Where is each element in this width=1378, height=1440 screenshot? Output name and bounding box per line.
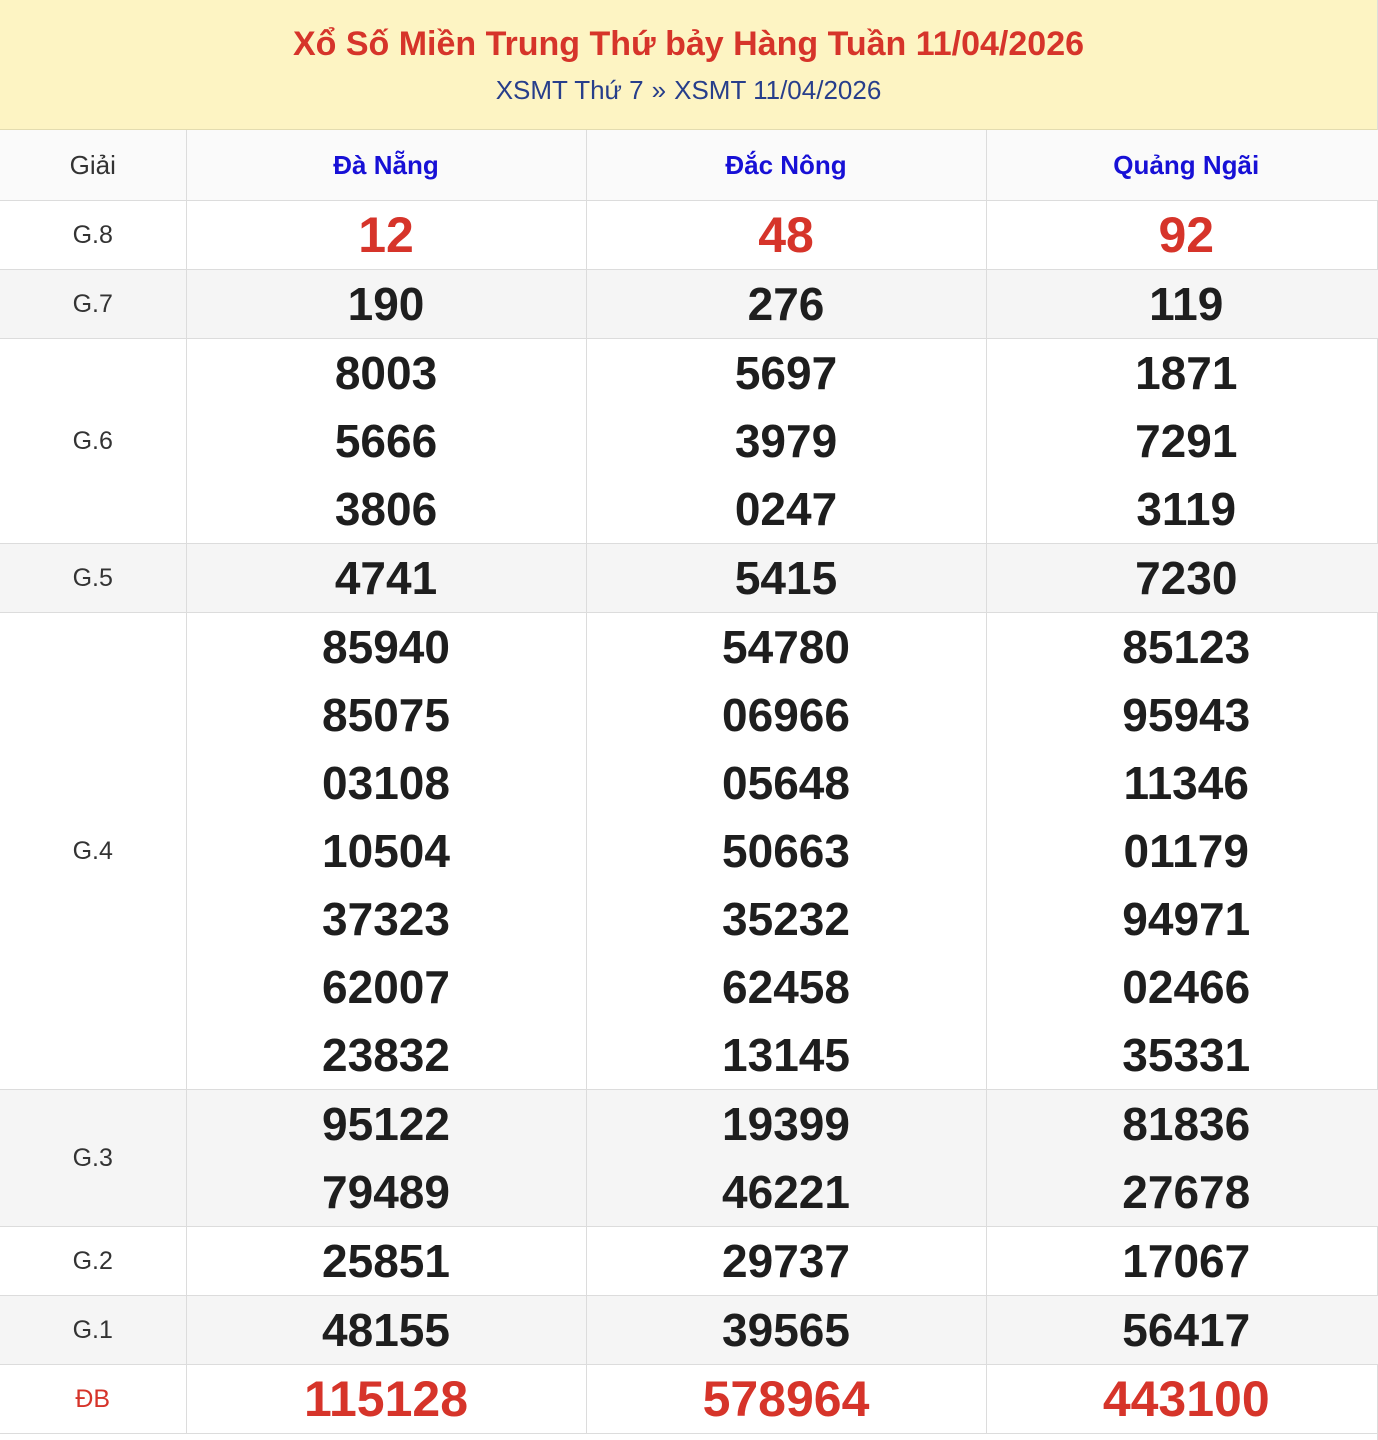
prize-row-g5 — [0, 544, 1378, 613]
lottery-number: 3119 — [1136, 483, 1237, 535]
result-cell — [586, 613, 986, 1090]
lottery-number: 276 — [747, 278, 825, 330]
lottery-number: 5415 — [734, 552, 838, 604]
result-cell — [186, 1296, 586, 1365]
lottery-number: 578964 — [702, 1371, 870, 1427]
lottery-number: 8003 — [334, 347, 438, 399]
lottery-number: 95122 — [322, 1098, 450, 1150]
lottery-number: 50663 — [722, 825, 850, 877]
breadcrumb-separator: » — [651, 75, 667, 105]
lottery-number: 12 — [358, 207, 414, 263]
result-cell — [986, 544, 1378, 613]
lottery-number: 27678 — [1122, 1166, 1251, 1218]
prize-label: G.2 — [0, 1227, 186, 1296]
lottery-number: 29737 — [722, 1235, 850, 1287]
lottery-number: 39565 — [722, 1304, 850, 1356]
lottery-number: 13145 — [722, 1029, 850, 1081]
breadcrumb-link-date[interactable]: XSMT 11/04/2026 — [674, 75, 882, 105]
lottery-number: 25851 — [322, 1235, 450, 1287]
lottery-number: 79489 — [322, 1166, 450, 1218]
header-prize: Giải — [0, 130, 186, 201]
result-cell — [586, 339, 986, 544]
lottery-number: 56417 — [1122, 1304, 1251, 1356]
table-header-row — [0, 130, 1378, 201]
breadcrumb — [0, 74, 1377, 106]
result-cell — [986, 1090, 1378, 1227]
lottery-number: 85940 — [322, 621, 450, 673]
lottery-number: 48 — [758, 207, 814, 263]
lottery-number: 7291 — [1135, 415, 1238, 467]
prize-row-g1 — [0, 1296, 1378, 1365]
prize-label: G.8 — [0, 201, 186, 270]
lottery-number: 85075 — [322, 689, 450, 741]
lottery-number: 02466 — [1122, 961, 1251, 1013]
result-cell — [586, 201, 986, 270]
lottery-number: 119 — [1149, 278, 1224, 330]
prize-row-g7 — [0, 270, 1378, 339]
lottery-number: 03108 — [322, 757, 450, 809]
lottery-number: 37323 — [322, 893, 450, 945]
lottery-number: 4741 — [334, 552, 438, 604]
result-cell — [186, 270, 586, 339]
lottery-number: 46221 — [722, 1166, 850, 1218]
prize-row-g2 — [0, 1227, 1378, 1296]
lottery-number: 1871 — [1135, 347, 1238, 399]
lottery-number: 3979 — [734, 415, 838, 467]
lottery-number: 115128 — [303, 1371, 469, 1427]
lottery-number: 7230 — [1135, 552, 1238, 604]
lottery-number: 443100 — [1102, 1371, 1270, 1427]
lottery-number: 3806 — [334, 483, 438, 535]
lottery-number: 05648 — [722, 757, 850, 809]
result-cell — [986, 339, 1378, 544]
lottery-number: 5697 — [734, 347, 838, 399]
prize-row-g6 — [0, 339, 1378, 544]
header-province-da-nang[interactable]: Đà Nẵng — [186, 130, 586, 201]
result-cell — [186, 339, 586, 544]
lottery-number: 95943 — [1122, 689, 1251, 741]
prize-label: ĐB — [0, 1365, 186, 1434]
result-cell — [186, 544, 586, 613]
result-cell — [186, 1227, 586, 1296]
result-cell — [586, 1296, 986, 1365]
lottery-number: 35232 — [722, 893, 850, 945]
lottery-number: 5666 — [334, 415, 438, 467]
lottery-number: 92 — [1158, 207, 1215, 263]
prize-label: G.3 — [0, 1090, 186, 1227]
lottery-number: 54780 — [722, 621, 850, 673]
lottery-number: 0247 — [734, 483, 838, 535]
lottery-number: 94971 — [1122, 893, 1251, 945]
result-cell — [586, 544, 986, 613]
lottery-number: 01179 — [1123, 825, 1249, 877]
header-province-quang-ngai[interactable]: Quảng Ngãi — [986, 130, 1378, 201]
results-header — [0, 0, 1377, 130]
breadcrumb-link-weekday[interactable]: XSMT Thứ 7 — [495, 75, 644, 105]
result-cell — [986, 1365, 1378, 1434]
prize-row-g4 — [0, 613, 1378, 1090]
lottery-number: 81836 — [1122, 1098, 1251, 1150]
lottery-number: 62458 — [722, 961, 850, 1013]
lottery-number: 23832 — [322, 1029, 450, 1081]
prize-row-g8 — [0, 201, 1378, 270]
result-cell — [186, 613, 586, 1090]
result-cell — [986, 270, 1378, 339]
result-cell — [986, 201, 1378, 270]
prize-label: G.5 — [0, 544, 186, 613]
result-cell — [586, 1227, 986, 1296]
lottery-number: 06966 — [722, 689, 850, 741]
lottery-number: 10504 — [322, 825, 450, 877]
prize-label: G.1 — [0, 1296, 186, 1365]
lottery-number: 190 — [347, 278, 425, 330]
lottery-number: 11346 — [1123, 757, 1249, 809]
result-cell — [186, 1365, 586, 1434]
result-cell — [986, 1296, 1378, 1365]
result-cell — [986, 1227, 1378, 1296]
result-cell — [986, 613, 1378, 1090]
results-body — [0, 201, 1378, 1434]
result-cell — [186, 1090, 586, 1227]
lottery-number: 85123 — [1122, 621, 1251, 673]
lottery-number: 62007 — [322, 961, 450, 1013]
result-cell — [586, 270, 986, 339]
page-title: Xổ Số Miền Trung Thứ bảy Hàng Tuần 11/04/2026 — [292, 25, 1085, 63]
prize-row-g3 — [0, 1090, 1378, 1227]
lottery-number: 35331 — [1122, 1029, 1251, 1081]
result-cell — [586, 1090, 986, 1227]
prize-label: G.6 — [0, 339, 186, 544]
prize-label: G.7 — [0, 270, 186, 339]
lottery-number: 19399 — [722, 1098, 850, 1150]
results-table — [0, 130, 1378, 1434]
result-cell — [586, 1365, 986, 1434]
lottery-number: 17067 — [1122, 1235, 1251, 1287]
header-province-dac-nong[interactable]: Đắc Nông — [586, 130, 986, 201]
lottery-number: 48155 — [322, 1304, 450, 1356]
prize-row-special — [0, 1365, 1378, 1434]
prize-label: G.4 — [0, 613, 186, 1090]
result-cell — [186, 201, 586, 270]
